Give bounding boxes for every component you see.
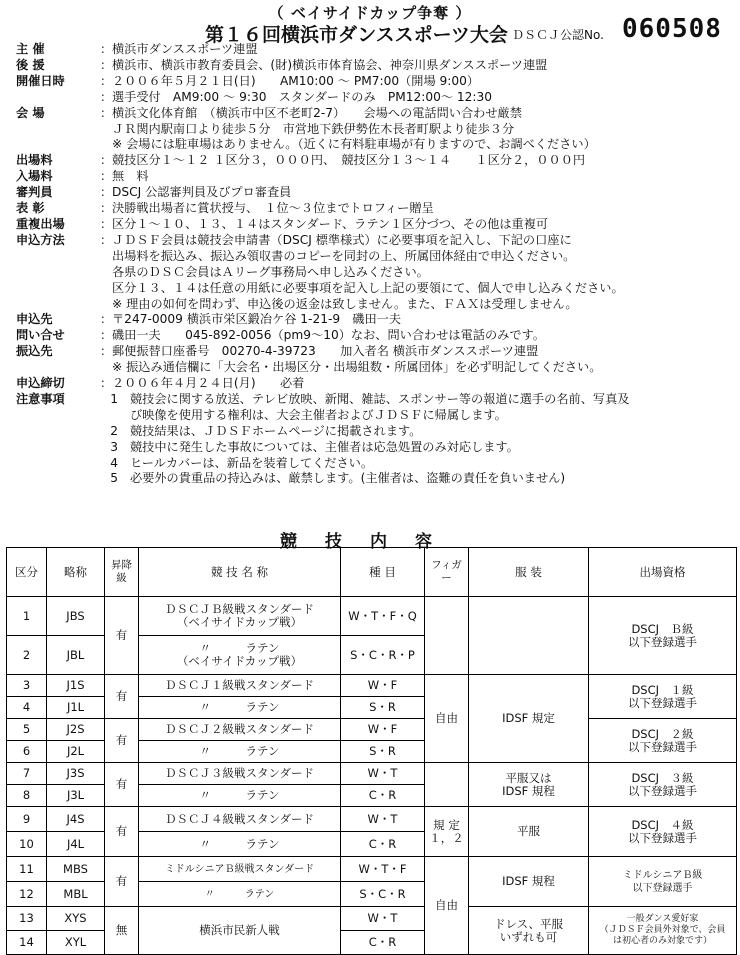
table-row: 6 J2L 〃 ラテン S・R — [7, 741, 737, 763]
label: 後 援 — [16, 57, 45, 72]
label: 重複出場 — [16, 216, 65, 231]
value: 競技区分１～１２ １区分３，０００円、 競技区分１３～１４ １区分２，０００円 — [112, 153, 586, 168]
competition-table — [6, 547, 737, 955]
apply-method-row: 申込方法 ： ＪＤＳＦ会員は競技会申請書（DSCJ 標準様式）に必要事項を記入し、下記の口座に — [16, 233, 736, 249]
label: 入場料 — [16, 169, 53, 184]
value: 磯田一夫 045-892-0056（pm9～10）なお、問い合わせは電話のみです。 — [112, 328, 545, 343]
sponsor-row: 後 援 ： 横浜市、横浜市教育委員会、(財)横浜市体育協会、神奈川県ダンススポーツ連盟 — [16, 58, 736, 74]
note-item: 4 ヒールカバーは、新品を装着してください。 — [110, 455, 374, 470]
label: 申込先 — [16, 312, 53, 327]
judges-row: 審判員 ： DSCJ 公認審判員及びプロ審査員 — [16, 185, 736, 201]
col-figure: フィガー — [425, 548, 469, 597]
apply-to-row: 申込先 ： 〒247-0009 横浜市栄区鍛冶ケ谷 1-21-9 磯田一夫 — [16, 312, 736, 328]
table-row: 2 JBL 〃 ラテン （ベイサイドカップ戦） S・C・R・P — [7, 636, 737, 675]
dress-cell: IDSF 規定 — [469, 675, 589, 763]
page-title: 第１６回横浜市ダンススポーツ大会 — [205, 24, 508, 46]
label: 申込締切 — [16, 376, 65, 391]
awards-row: 表 彰 ： 決勝戦出場者に賞状授与、 １位～３位までトロフィー贈呈 — [16, 201, 736, 217]
table-header-row — [7, 548, 737, 597]
col-type: 種 目 — [341, 548, 425, 597]
apply-method-line: ※ 理由の如何を問わず、申込後の返金は致しません。また、ＦＡＸは受理しません。 — [112, 296, 578, 311]
value: ＪＤＳＦ会員は競技会申請書（DSCJ 標準様式）に必要事項を記入し、下記の口座に — [112, 232, 572, 247]
notes-list — [100, 392, 736, 487]
organizer-row: 主 催 ： 横浜市ダンススポーツ連盟 — [16, 42, 736, 58]
label: 申込方法 — [16, 232, 65, 247]
table-row: 7 J3S 有 ＤＳＣＪ３級戦スタンダード W・T 平服又は IDSF 規程 DSCJ ３級 以下登録選手 — [7, 763, 737, 785]
label: 開催日時 — [16, 73, 65, 88]
apply-method-line: 出場料を振込み、振込み領収書のコピーを同封の上、所属団体経由で申込ください。 — [112, 248, 576, 263]
entry-fee-row: 出場料 ： 競技区分１～１２ １区分３，０００円、 競技区分１３～１４ １区分２，０００円 — [16, 153, 736, 169]
label: 振込先 — [16, 344, 53, 359]
note-item: 1 競技会に関する放送、テレビ放映、新聞、雑誌、スポンサー等の報道に選手の名前、写真及 — [110, 391, 630, 406]
notes-row — [16, 392, 736, 487]
value: ２００６年４月２４日(月) 必着 — [112, 376, 305, 391]
apply-method-line: 各県のＤＳＣ会員はＡリーグ事務局へ申し込みください。 — [112, 264, 429, 279]
label: 問い合せ — [16, 328, 65, 343]
table-row: 8 J3L 〃 ラテン C・R — [7, 785, 737, 807]
value: 郵便振替口座番号 00270-4-39723 加入者名 横浜市ダンススポーツ連盟 — [112, 344, 539, 359]
section-title: 競技内容 — [280, 532, 460, 552]
label: 会 場 — [16, 105, 45, 120]
table-row: 14 XYL C・R — [7, 931, 737, 955]
note-item: 3 競技中に発生した事故については、主催者は応急処置のみ対応します。 — [110, 439, 519, 454]
venue-parking: ※ 会場には駐車場はありません。（近くに有料駐車場が有りますので、お調べください） — [112, 137, 596, 152]
table-row: 3 J1S 有 ＤＳＣＪ１級戦スタンダード W・F 自由 IDSF 規定 DSCJ １級 以下登録選手 — [7, 675, 737, 697]
label: 表 彰 — [16, 201, 45, 216]
col-promo: 昇降級 — [105, 548, 139, 597]
value: 区分１～１０、１３、１４はスタンダード、ラテン１区分づつ、その他は重複可 — [112, 216, 549, 231]
table-row: 12 MBL 〃 ラテン S・C・R — [7, 882, 737, 907]
venue-access: ＪＲ関内駅南口より徒歩５分 市営地下鉄伊勢佐木長者町駅より徒歩３分 — [112, 121, 515, 136]
transfer-note: ※ 振込み通信欄に「大会名・出場区分・出場組数・所属団体」を必ず明記してください。 — [112, 360, 602, 375]
datetime-sub-row: ： 選手受付 AM9:00 ～ 9:30 スタンダードのみ PM12:00～ 12:30 — [16, 90, 736, 106]
promo-cell: 有 — [105, 597, 139, 675]
apply-method-line: 区分１３、１４は任意の用紙に必要事項を記入し上記の要領にて、個人で申し込みください。 — [112, 280, 624, 295]
table-row: 5 J2S 有 ＤＳＣＪ２級戦スタンダード W・F DSCJ ２級 以下登録選手 — [7, 719, 737, 741]
figure-cell: 自由 — [425, 675, 469, 763]
table-row: 4 J1L 〃 ラテン S・R — [7, 697, 737, 719]
col-qual: 出場資格 — [589, 548, 737, 597]
deadline-row: 申込締切 ： ２００６年４月２４日(月) 必着 — [16, 376, 736, 392]
table-row: 10 J4L 〃 ラテン C・R — [7, 832, 737, 857]
col-division: 区分 — [7, 548, 47, 597]
table-row: 11 MBS 有 ミドルシニアＢ級戦スタンダード W・T・F 自由 IDSF 規程 ミドルシニアＢ級 以下登録選手 — [7, 857, 737, 882]
label: 注意事項 — [16, 391, 65, 406]
qual-cell: DSCJ Ｂ級 以下登録選手 — [589, 597, 737, 675]
cert-label: ＤＳＣＪ公認No. — [512, 28, 604, 42]
col-event: 競 技 名 称 — [139, 548, 341, 597]
cert-number: 060508 — [622, 14, 722, 44]
venue-row: 会 場 ： 横浜文化体育館 （横浜市中区不老町2-7） 会場への電話問い合わせ厳禁 — [16, 106, 736, 122]
label: 出場料 — [16, 153, 53, 168]
label: 主 催 — [16, 42, 45, 56]
value: 無 料 — [112, 169, 149, 184]
value: 横浜市、横浜市教育委員会、(財)横浜市体育協会、神奈川県ダンススポーツ連盟 — [112, 57, 548, 72]
value: 決勝戦出場者に賞状授与、 １位～３位までトロフィー贈呈 — [112, 201, 434, 216]
inquiry-row: 問い合せ ： 磯田一夫 045-892-0056（pm9～10）なお、問い合わせは電話のみです。 — [16, 328, 736, 344]
admission-row: 入場料 ： 無 料 — [16, 169, 736, 185]
col-dress: 服 装 — [469, 548, 589, 597]
value: 横浜市ダンススポーツ連盟 — [112, 42, 258, 56]
label: 審判員 — [16, 185, 53, 200]
value: ２００６年５月２１日(日) AM10:00 ～ PM7:00（開場 9:00） — [112, 73, 480, 88]
note-item: 2 競技結果は、ＪＤＳＦホームページに掲載されます。 — [110, 423, 422, 438]
table-row: 13 XYS 無 横浜市民新人戦 W・T ドレス、平服 いずれも可 一般ダンス愛好家 （ＪＤＳＦ会員外対象で、会員 は初心者のみ対象です） — [7, 907, 737, 931]
info-block — [16, 42, 736, 487]
table-row: 9 J4S 有 ＤＳＣＪ４級戦スタンダード W・T 規 定 １，２ 平服 DSCJ ４級 以下登録選手 — [7, 807, 737, 832]
datetime-row: 開催日時 ： ２００６年５月２１日(日) AM10:00 ～ PM7:00（開場 9:00） — [16, 74, 736, 90]
note-item: 5 必要外の貴重品の持込みは、厳禁します。(主催者は、盗難の責任を負いません) — [110, 471, 566, 486]
value: DSCJ 公認審判員及びプロ審査員 — [112, 185, 292, 200]
col-abbr: 略称 — [47, 548, 105, 597]
value: 〒247-0009 横浜市栄区鍛冶ケ谷 1-21-9 磯田一夫 — [112, 312, 402, 327]
value: 横浜文化体育館 （横浜市中区不老町2-7） 会場への電話問い合わせ厳禁 — [112, 105, 522, 120]
table-row: 1 JBS 有 ＤＳＣＪＢ級戦スタンダード （ベイサイドカップ戦） W・T・F・Q DSCJ Ｂ級 以下登録選手 — [7, 597, 737, 636]
duplicate-row: 重複出場 ： 区分１～１０、１３、１４はスタンダード、ラテン１区分づつ、その他は重複可 — [16, 217, 736, 233]
cup-subtitle: （ ベイサイドカップ争奪 ） — [268, 4, 472, 22]
transfer-row: 振込先 ： 郵便振替口座番号 00270-4-39723 加入者名 横浜市ダンススポーツ連盟 — [16, 344, 736, 360]
value: 選手受付 AM9:00 ～ 9:30 スタンダードのみ PM12:00～ 12:30 — [112, 89, 493, 104]
note-item: び映像を使用する権利は、大会主催者およびＪＤＳＦに帰属します。 — [130, 407, 507, 422]
